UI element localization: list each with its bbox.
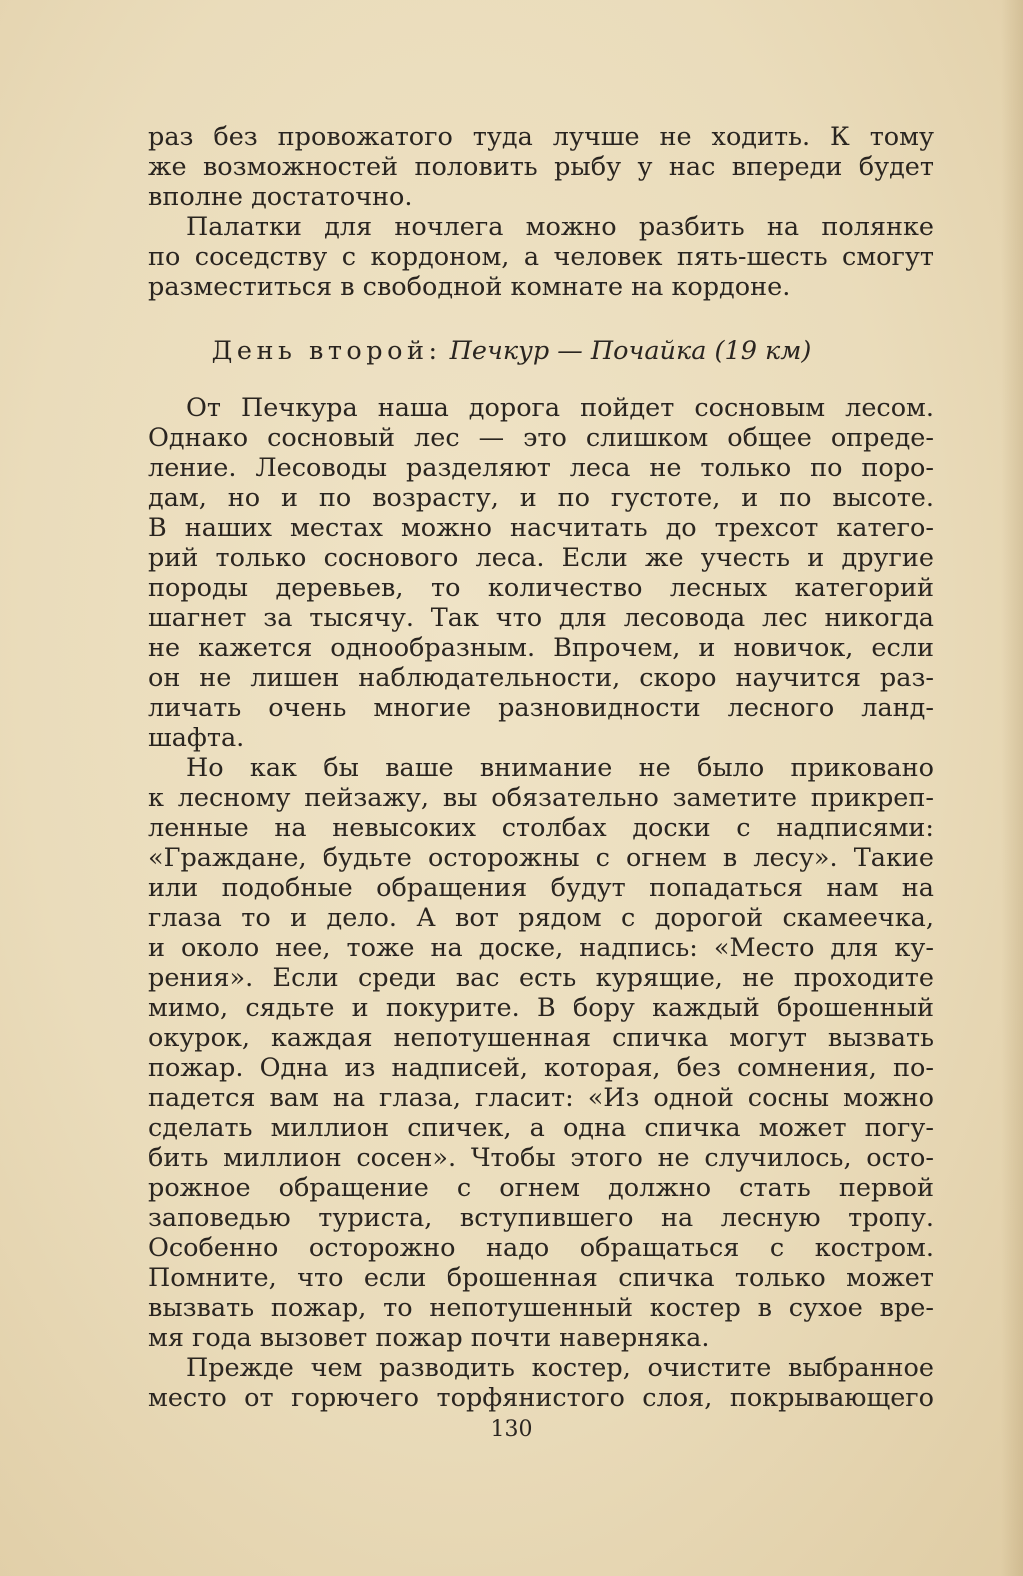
text-line: не кажется однообразным. Впрочем, и новичок, если bbox=[148, 633, 934, 663]
text-line: вполне достаточно. bbox=[148, 182, 413, 212]
text-line: Помните, что если брошенная спичка только может bbox=[148, 1263, 934, 1293]
text-line: и около нее, тоже на доске, надпись: «Место для ку- bbox=[148, 933, 934, 963]
text-line: мя года вызовет пожар почти наверняка. bbox=[148, 1323, 710, 1353]
text-line: он не лишен наблюдательности, скоро научится раз- bbox=[148, 663, 934, 693]
section-heading bbox=[0, 334, 1023, 368]
text-line: пожар. Одна из надписей, которая, без сомнения, по- bbox=[148, 1053, 934, 1083]
text-line: глаза то и дело. А вот рядом с дорогой скамеечка, bbox=[148, 903, 934, 933]
text-line: сделать миллион спичек, а одна спичка может погу- bbox=[148, 1113, 934, 1143]
text-line: рожное обращение с огнем должно стать первой bbox=[148, 1173, 934, 1203]
text-line: рения». Если среди вас есть курящие, не проходите bbox=[148, 963, 934, 993]
text-line: или подобные обращения будут попадаться нам на bbox=[148, 873, 934, 903]
heading-route: Печкур — Почайка (19 км) bbox=[449, 336, 812, 366]
text-line: вызвать пожар, то непотушенный костер в сухое вре- bbox=[148, 1293, 934, 1323]
text-line: раз без провожатого туда лучше не ходить. К тому bbox=[148, 122, 934, 152]
text-line: бить миллион сосен». Чтобы этого не случилось, осто- bbox=[148, 1143, 934, 1173]
text-line: Особенно осторожно надо обращаться с костром. bbox=[148, 1233, 934, 1263]
text-line: В наших местах можно насчитать до трехсот катего- bbox=[148, 513, 934, 543]
page-number: 130 bbox=[490, 1417, 533, 1442]
text-line: место от горючего торфянистого слоя, покрывающего bbox=[148, 1383, 934, 1413]
text-line: мимо, сядьте и покурите. В бору каждый брошенный bbox=[148, 993, 934, 1023]
text-line: ление. Лесоводы разделяют леса не только по поро- bbox=[148, 453, 934, 483]
text-line: «Граждане, будьте осторожны с огнем в лесу». Такие bbox=[148, 843, 934, 873]
text-line: шагнет за тысячу. Так что для лесовода лес никогда bbox=[148, 603, 934, 633]
text-line: породы деревьев, то количество лесных категорий bbox=[148, 573, 934, 603]
text-line: Палатки для ночлега можно разбить на полянке bbox=[186, 212, 934, 242]
text-line: к лесному пейзажу, вы обязательно заметите прикреп- bbox=[148, 783, 934, 813]
text-line: Но как бы ваше внимание не было приковано bbox=[186, 753, 934, 783]
text-line: разместиться в свободной комнате на кордоне. bbox=[148, 272, 791, 302]
text-line: Однако сосновый лес — это слишком общее опреде- bbox=[148, 423, 934, 453]
text-line: падется вам на глаза, гласит: «Из одной сосны можно bbox=[148, 1083, 934, 1113]
text-line: по соседству с кордоном, а человек пять-шесть смогут bbox=[148, 242, 934, 272]
text-line: дам, но и по возрасту, и по густоте, и по высоте. bbox=[148, 483, 934, 513]
text-line: шафта. bbox=[148, 723, 245, 753]
text-line: окурок, каждая непотушенная спичка могут вызвать bbox=[148, 1023, 934, 1053]
heading-label: День второй: bbox=[211, 336, 442, 366]
text-line: рий только соснового леса. Если же учесть и другие bbox=[148, 543, 934, 573]
text-line: ленные на невысоких столбах доски с надписями: bbox=[148, 813, 934, 843]
text-line: От Печкура наша дорога пойдет сосновым лесом. bbox=[186, 393, 934, 423]
text-line: же возможностей половить рыбу у нас впереди будет bbox=[148, 152, 934, 182]
text-line: Прежде чем разводить костер, очистите выбранное bbox=[186, 1353, 934, 1383]
text-line: личать очень многие разновидности лесного ланд- bbox=[148, 693, 934, 723]
text-line: заповедью туриста, вступившего на лесную тропу. bbox=[148, 1203, 934, 1233]
